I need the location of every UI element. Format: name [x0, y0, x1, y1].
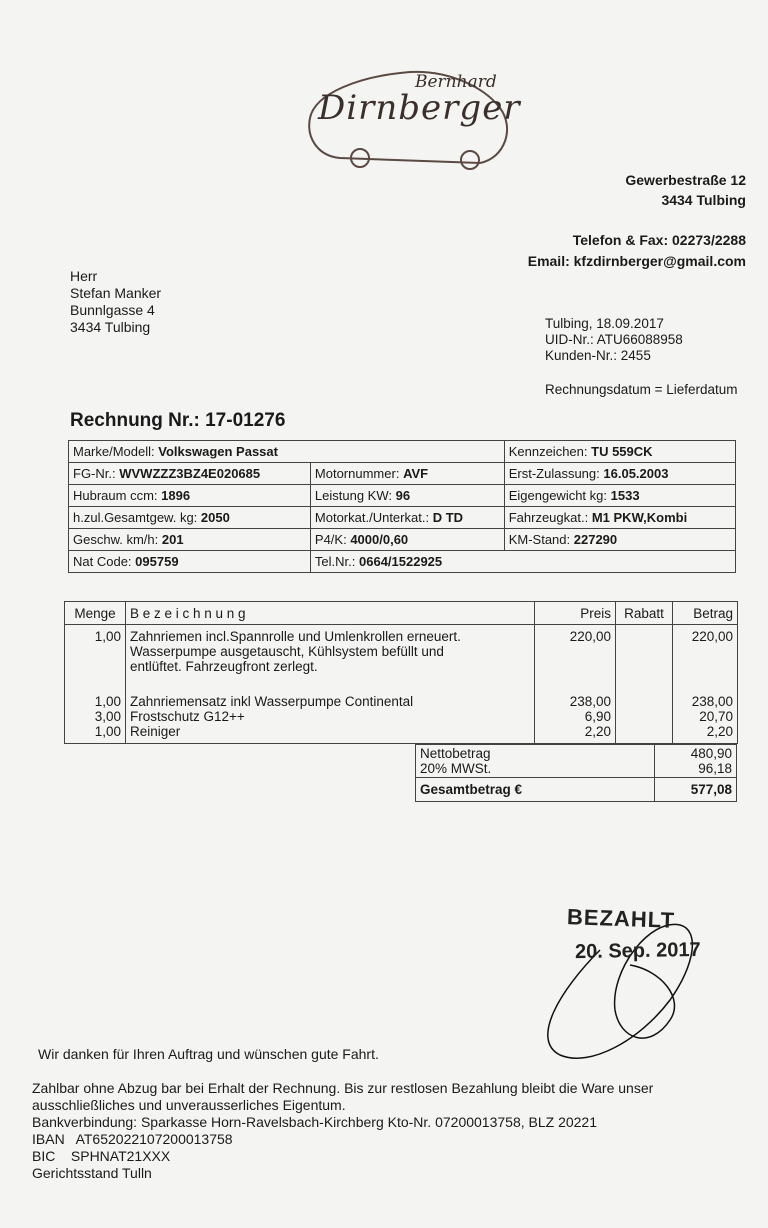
natcode-cell	[69, 551, 311, 573]
table-row	[65, 709, 738, 724]
vehicle-category-cell	[504, 507, 735, 529]
item-price: 238,00	[535, 674, 616, 709]
item-discount	[616, 625, 673, 675]
item-desc-line: entlüftet. Fahrzeugfront zerlegt.	[130, 659, 318, 674]
table-row	[69, 485, 736, 507]
weight-cell	[504, 485, 735, 507]
net-label: Nettobetrag	[420, 746, 491, 761]
weight-label: Eigengewicht kg:	[508, 488, 607, 503]
item-qty: 1,00	[65, 625, 126, 675]
footer-line: Gerichtsstand Tulln	[32, 1165, 152, 1181]
place-date: Tulbing, 18.09.2017	[545, 316, 664, 331]
item-amount: 20,70	[673, 709, 738, 724]
speed-cell	[69, 529, 311, 551]
company-logo	[300, 58, 530, 178]
kw-label: Leistung KW:	[314, 488, 392, 503]
gross-weight-value: 2050	[200, 510, 230, 525]
footer-line: Bankverbindung: Sparkasse Horn-Ravelsbach-Kirchberg Kto-Nr. 07200013758, BLZ 20221	[32, 1114, 598, 1130]
total-label: Gesamtbetrag €	[416, 778, 655, 802]
table-row	[69, 441, 736, 463]
catalyst-label: Motorkat./Unterkat.:	[314, 510, 430, 525]
footer-line: ausschließliches und unverausserliches Eigentum.	[32, 1097, 346, 1113]
item-discount	[616, 674, 673, 709]
engine-label: Motornummer:	[314, 466, 400, 481]
net-values	[655, 745, 737, 778]
footer-line: Zahlbar ohne Abzug bar bei Erhalt der Rechnung. Bis zur restlosen Bezahlung bleibt die Ware unser	[32, 1080, 654, 1096]
plate-cell	[504, 441, 735, 463]
item-desc: Frostschutz G12++	[126, 709, 535, 724]
footer-terms	[32, 1080, 653, 1182]
company-street: Gewerbestraße 12	[625, 172, 746, 188]
logo-firstname: Bernhard	[415, 72, 497, 92]
total-value: 577,08	[655, 778, 737, 802]
item-discount	[616, 724, 673, 744]
model-label: Marke/Modell:	[73, 444, 155, 459]
footer-line: IBAN AT652022107200013758	[32, 1131, 233, 1147]
item-amount: 220,00	[673, 625, 738, 675]
item-price: 6,90	[535, 709, 616, 724]
vin-cell	[69, 463, 311, 485]
catalyst-value: D TD	[432, 510, 464, 525]
thanks-note: Wir danken für Ihren Auftrag und wünschen gute Fahrt.	[38, 1046, 379, 1062]
item-amount: 2,20	[673, 724, 738, 744]
item-amount: 238,00	[673, 674, 738, 709]
recipient-city: 3434 Tulbing	[70, 319, 151, 335]
amount-header: Betrag	[673, 602, 738, 625]
gross-weight-cell	[69, 507, 311, 529]
vat-label: 20% MWSt.	[420, 761, 492, 776]
logo-lastname: Dirnberger	[318, 88, 521, 128]
registration-value: 16.05.2003	[603, 466, 669, 481]
table-row	[416, 745, 737, 778]
tel-value: 0664/1522925	[359, 554, 443, 569]
natcode-label: Nat Code:	[73, 554, 132, 569]
item-desc-line: Zahnriemen incl.Spannrolle und Umlenkrollen erneuert.	[130, 629, 461, 644]
registration-label: Erst-Zulassung:	[508, 466, 600, 481]
paid-stamp: BEZAHLT	[566, 904, 676, 933]
net-cell	[416, 745, 655, 778]
net-value: 480,90	[690, 746, 732, 761]
items-header-row	[65, 602, 738, 625]
p4k-cell	[310, 529, 504, 551]
item-discount	[616, 709, 673, 724]
vehicle-category-value: M1 PKW,Kombi	[591, 510, 688, 525]
table-row	[65, 724, 738, 744]
table-row	[69, 551, 736, 573]
kw-value: 96	[395, 488, 411, 503]
table-row	[69, 463, 736, 485]
vat-value: 96,18	[698, 761, 732, 776]
p4k-value: 4000/0,60	[350, 532, 409, 547]
model-value: Volkswagen Passat	[158, 444, 278, 459]
weight-value: 1533	[610, 488, 640, 503]
recipient-name: Stefan Manker	[70, 285, 162, 301]
qty-header: Menge	[65, 602, 126, 625]
item-price: 2,20	[535, 724, 616, 744]
paid-stamp-date: 20. Sep. 2017	[574, 938, 701, 964]
uid-number: UID-Nr.: ATU66088958	[545, 332, 683, 347]
mileage-label: KM-Stand:	[508, 532, 571, 547]
ccm-cell	[69, 485, 311, 507]
table-row	[69, 529, 736, 551]
totals-table	[415, 744, 737, 802]
item-qty: 1,00	[65, 724, 126, 744]
item-desc-line: Wasserpumpe ausgetauscht, Kühlsystem befüllt und	[130, 644, 444, 659]
mileage-cell	[504, 529, 735, 551]
p4k-label: P4/K:	[314, 532, 347, 547]
registration-cell	[504, 463, 735, 485]
footer-line: BIC SPHNAT21XXX	[32, 1148, 171, 1164]
ccm-value: 1896	[161, 488, 191, 503]
item-desc: Zahnriemensatz inkl Wasserpumpe Continental	[126, 674, 535, 709]
customer-number: Kunden-Nr.: 2455	[545, 348, 651, 363]
plate-label: Kennzeichen:	[508, 444, 588, 459]
vin-label: FG-Nr.:	[73, 466, 116, 481]
date-note: Rechnungsdatum = Lieferdatum	[545, 382, 738, 397]
item-desc	[126, 625, 535, 675]
tel-cell	[310, 551, 735, 573]
tel-label: Tel.Nr.:	[314, 554, 356, 569]
table-row	[69, 507, 736, 529]
item-qty: 3,00	[65, 709, 126, 724]
vin-value: WVWZZZ3BZ4E020685	[119, 466, 261, 481]
discount-header: Rabatt	[616, 602, 673, 625]
engine-value: AVF	[403, 466, 429, 481]
kw-cell	[310, 485, 504, 507]
company-email: Email: kfzdirnberger@gmail.com	[527, 253, 746, 269]
company-city: 3434 Tulbing	[661, 192, 746, 208]
invoice-title: Rechnung Nr.: 17-01276	[70, 410, 286, 431]
mileage-value: 227290	[573, 532, 618, 547]
item-price: 220,00	[535, 625, 616, 675]
company-phone: Telefon & Fax: 02273/2288	[572, 232, 746, 248]
speed-value: 201	[161, 532, 184, 547]
item-desc: Reiniger	[126, 724, 535, 744]
ccm-label: Hubraum ccm:	[73, 488, 158, 503]
speed-label: Geschw. km/h:	[73, 532, 159, 547]
invoice-meta	[545, 316, 683, 364]
table-row	[416, 778, 737, 802]
item-qty: 1,00	[65, 674, 126, 709]
recipient-salutation: Herr	[70, 268, 98, 284]
price-header: Preis	[535, 602, 616, 625]
model-cell	[69, 441, 505, 463]
vehicle-table	[68, 440, 736, 573]
catalyst-cell	[310, 507, 504, 529]
gross-weight-label: h.zul.Gesamtgew. kg:	[73, 510, 198, 525]
engine-cell	[310, 463, 504, 485]
vehicle-category-label: Fahrzeugkat.:	[508, 510, 589, 525]
recipient-address	[70, 268, 161, 336]
desc-header: B e z e i c h n u n g	[126, 602, 535, 625]
table-row	[65, 625, 738, 675]
items-table	[64, 601, 738, 744]
natcode-value: 095759	[135, 554, 179, 569]
recipient-street: Bunnlgasse 4	[70, 302, 155, 318]
table-row	[65, 674, 738, 709]
plate-value: TU 559CK	[591, 444, 653, 459]
